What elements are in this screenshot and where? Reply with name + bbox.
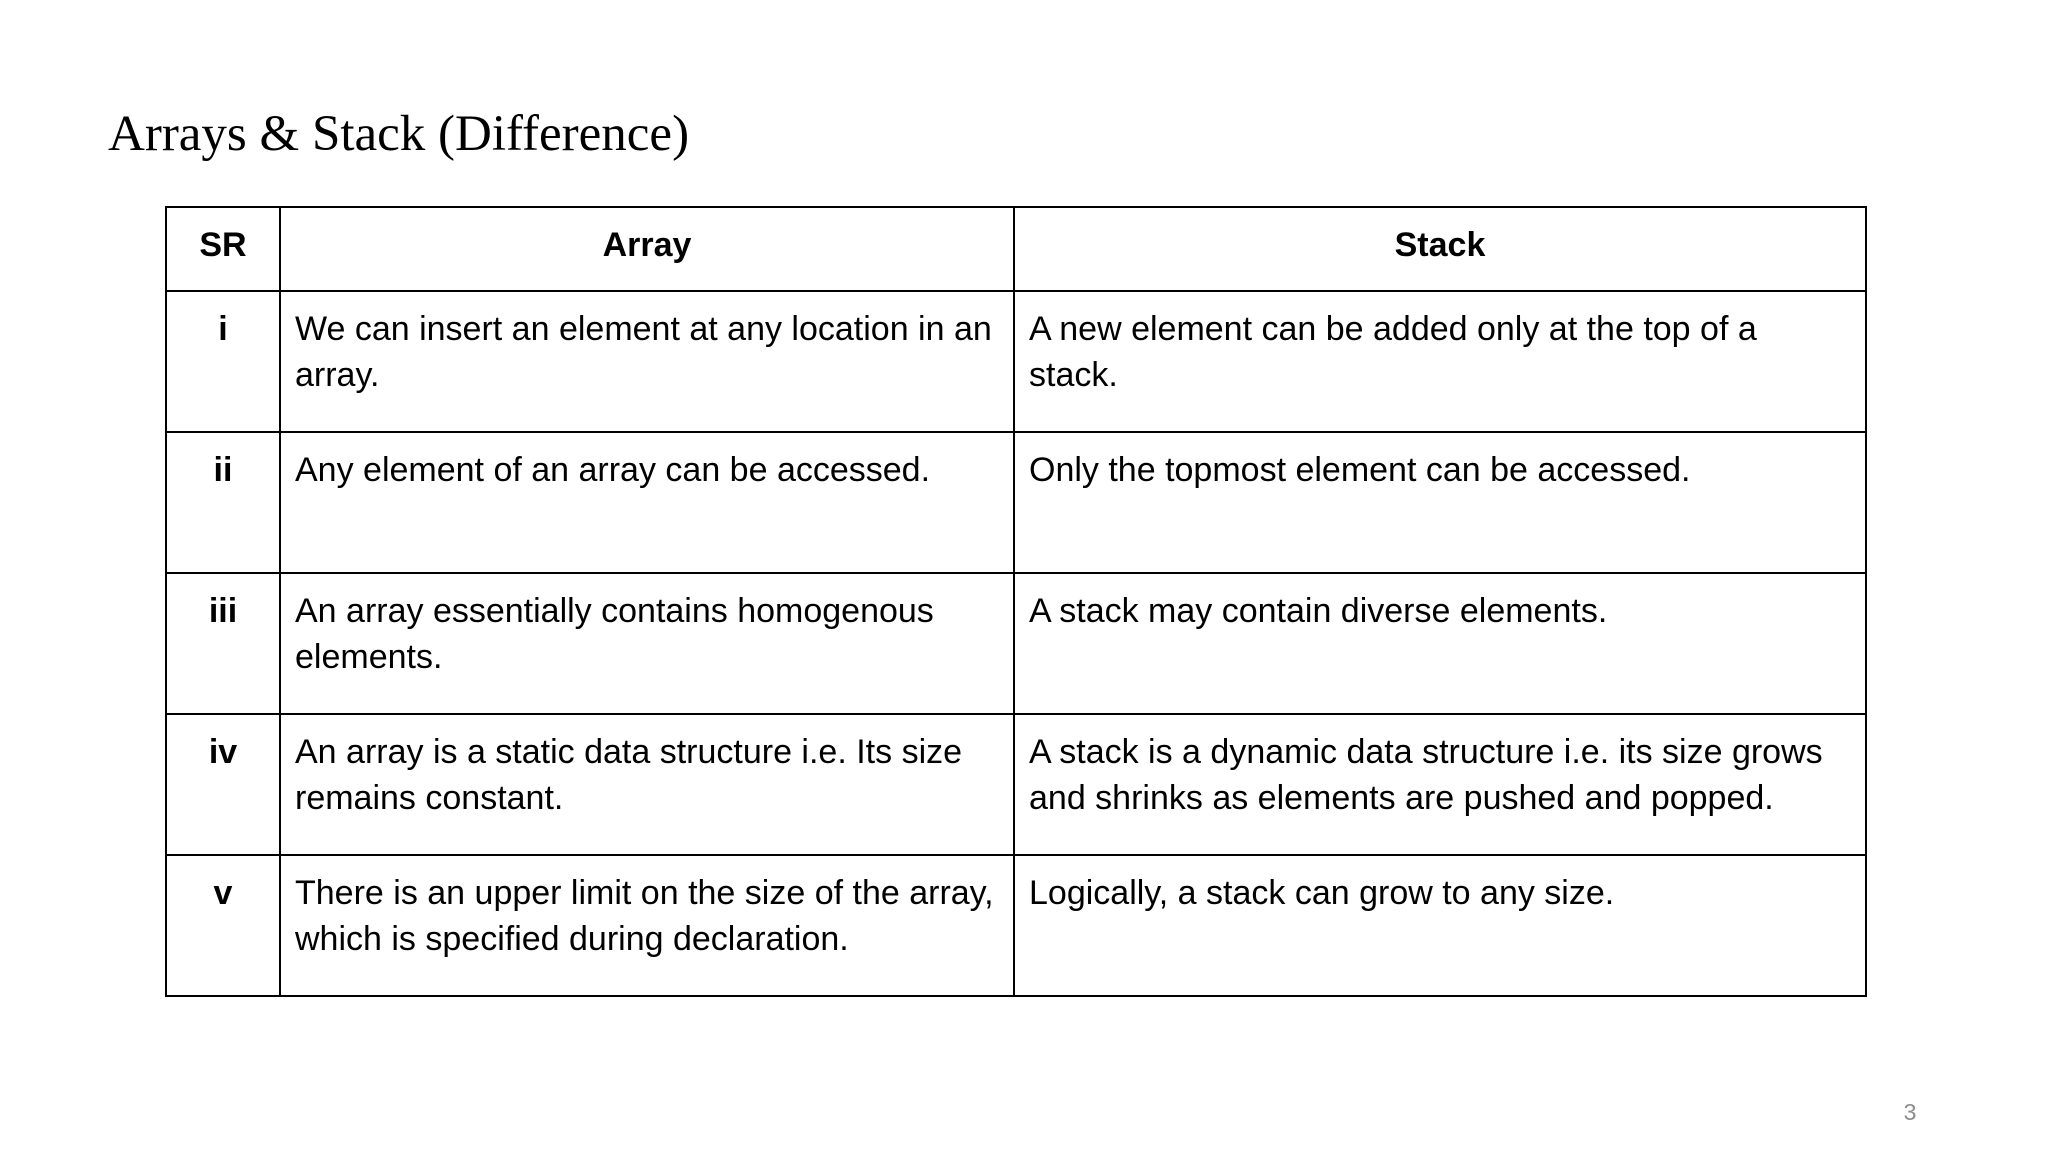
- table-row: [166, 714, 1866, 855]
- header-array: Array: [280, 207, 1014, 291]
- header-stack: Stack: [1014, 207, 1866, 291]
- stack-cell: A stack may contain diverse elements.: [1014, 573, 1866, 714]
- array-cell: There is an upper limit on the size of the array, which is specified during declaration.: [280, 855, 1014, 996]
- table-row: [166, 291, 1866, 432]
- sr-cell: iii: [166, 573, 280, 714]
- sr-cell: ii: [166, 432, 280, 573]
- slide-title: Arrays & Stack (Difference): [108, 106, 690, 162]
- array-cell: An array is a static data structure i.e. Its size remains constant.: [280, 714, 1014, 855]
- page-number: 3: [1903, 1099, 1917, 1125]
- table-row: [166, 573, 1866, 714]
- array-cell: Any element of an array can be accessed.: [280, 432, 1014, 573]
- comparison-table: [165, 206, 1867, 997]
- table-row: [166, 855, 1866, 996]
- array-cell: We can insert an element at any location in an array.: [280, 291, 1014, 432]
- stack-cell: Only the topmost element can be accessed.: [1014, 432, 1866, 573]
- sr-cell: iv: [166, 714, 280, 855]
- stack-cell: Logically, a stack can grow to any size.: [1014, 855, 1866, 996]
- stack-cell: A stack is a dynamic data structure i.e. its size grows and shrinks as elements are pushed and popped.: [1014, 714, 1866, 855]
- array-cell: An array essentially contains homogenous elements.: [280, 573, 1014, 714]
- table-header-row: [166, 207, 1866, 291]
- table-row: [166, 432, 1866, 573]
- sr-cell: v: [166, 855, 280, 996]
- header-sr: SR: [166, 207, 280, 291]
- sr-cell: i: [166, 291, 280, 432]
- stack-cell: A new element can be added only at the top of a stack.: [1014, 291, 1866, 432]
